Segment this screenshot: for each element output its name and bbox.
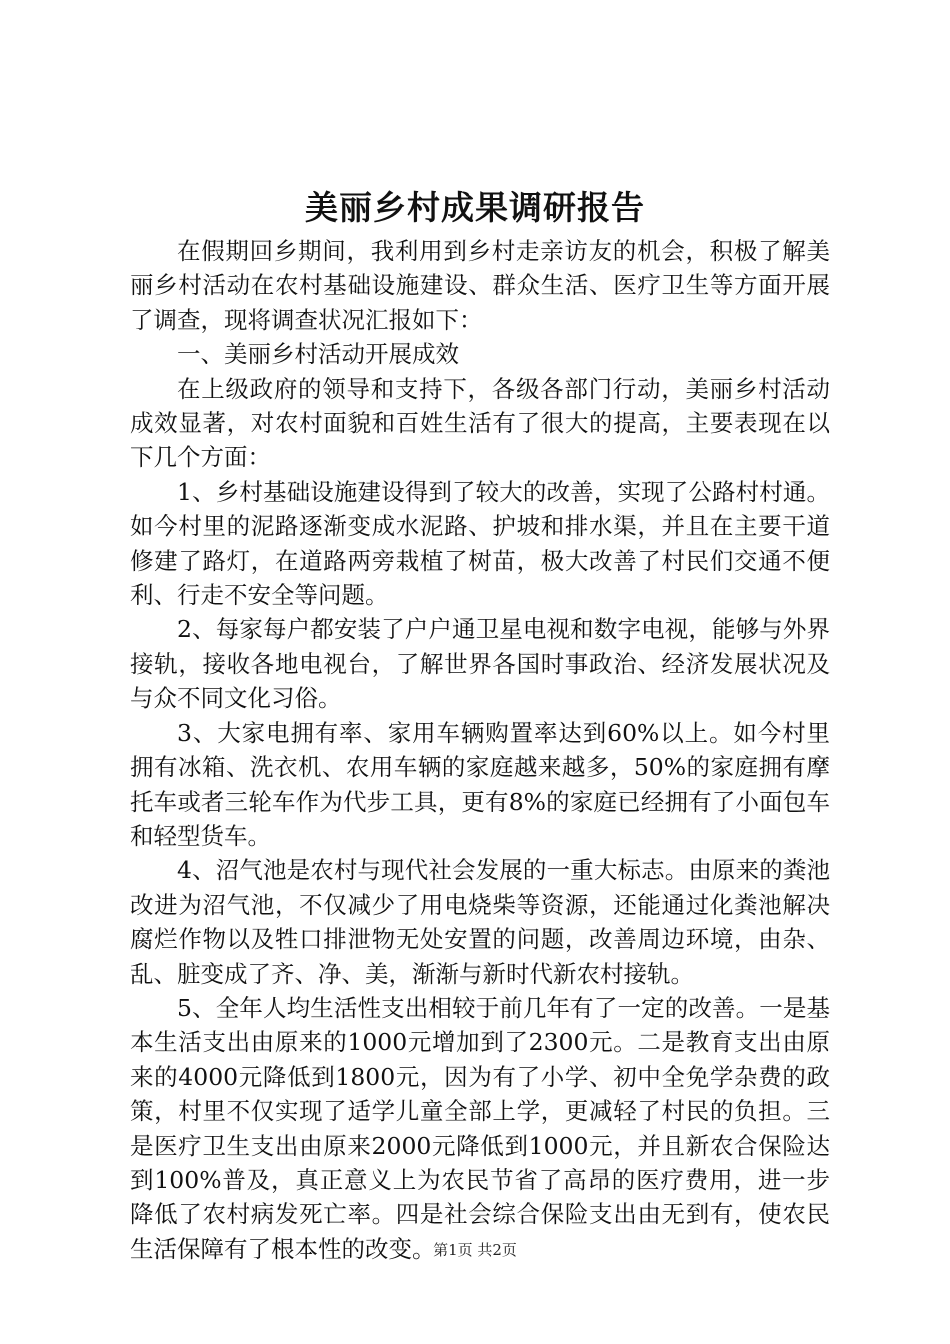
paragraph-point-1: 1、乡村基础设施建设得到了较大的改善，实现了公路村村通。如今村里的泥路逐渐变成水泥路、护坡和排水渠，并且在主要干道修建了路灯，在道路两旁栽植了树苗，极大改善了村民们交通不便利、行走不安全等问题。: [130, 477, 830, 610]
document-title: 美丽乡村成果调研报告: [305, 188, 645, 227]
paragraph-point-2: 2、每家每户都安装了户户通卫星电视和数字电视，能够与外界接轨，接收各地电视台，了解世界各国时事政治、经济发展状况及与众不同文化习俗。: [130, 615, 830, 713]
paragraph-point-3: 3、大家电拥有率、家用车辆购置率达到60%以上。如今村里拥有冰箱、洗衣机、农用车辆的家庭越来越多，50%的家庭拥有摩托车或者三轮车作为代步工具，更有8%的家庭已经拥有了小面包车和轻型货车。: [130, 718, 830, 850]
paragraph-overview: 在上级政府的领导和支持下，各级各部门行动，美丽乡村活动成效显著，对农村面貌和百姓生活有了很大的提高，主要表现在以下几个方面：: [130, 374, 830, 472]
paragraph-intro: 在假期回乡期间，我利用到乡村走亲访友的机会，积极了解美丽乡村活动在农村基础设施建设、群众生活、医疗卫生等方面开展了调查，现将调查状况汇报如下：: [130, 237, 830, 334]
document-body: [130, 234, 830, 1266]
section-heading: 一、美丽乡村活动开展成效: [177, 340, 459, 369]
paragraph-point-5: 5、全年人均生活性支出相较于前几年有了一定的改善。一是基本生活支出由原来的1000元增加到了2300元。二是教育支出由原来的4000元降低到1800元，因为有了小学、初中全免学杂费的政策，村里不仅实现了适学儿童全部上学，更减轻了村民的负担。三是医疗卫生支出由原来2000元降低到1000元，并且新农合保险达到100%普及，真正意义上为农民节省了高昂的医疗费用，进一步降低了农村病发死亡率。四是社会综合保险支出由无到有，使农民生活保障有了根本性的改变。: [130, 993, 830, 1263]
page-number: 第1页 共2页: [433, 1241, 517, 1259]
paragraph-point-4: 4、沼气池是农村与现代社会发展的一重大标志。由原来的粪池改进为沼气池，不仅减少了用电烧柴等资源，还能通过化粪池解决腐烂作物以及牲口排泄物无处安置的问题，改善周边环境，由杂、乱、脏变成了齐、净、美，渐渐与新时代新农村接轨。: [130, 856, 830, 988]
